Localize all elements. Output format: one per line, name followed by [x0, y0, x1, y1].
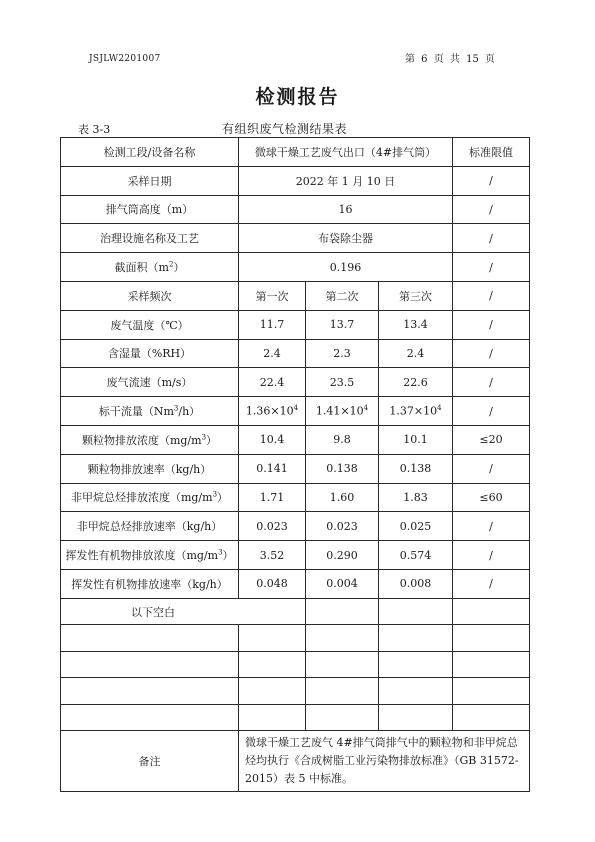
label-after: ） [206, 433, 218, 447]
emission-row [61, 454, 530, 483]
row-limit: ≤20 [453, 425, 530, 454]
value-text: 1.36×10 [245, 404, 294, 418]
value-3: 0.138 [379, 454, 453, 483]
row-label [61, 512, 239, 541]
frequency-row [61, 281, 530, 310]
value-2: 0.138 [306, 454, 379, 483]
row-limit: / [453, 166, 530, 195]
data-row [61, 339, 530, 368]
row-limit: / [453, 454, 530, 483]
value-sup: 4 [437, 404, 442, 413]
row-label [61, 569, 239, 598]
empty-cell [61, 651, 239, 678]
header-limit: 标准限值 [453, 138, 530, 167]
row-label [61, 425, 239, 454]
row-limit: / [453, 253, 530, 282]
row-label: 排气筒高度（m） [61, 195, 239, 224]
value-3: 0.008 [379, 569, 453, 598]
value-2: 0.023 [306, 512, 379, 541]
remark-label: 备注 [61, 731, 239, 792]
blank-marker: 以下空白 [61, 598, 306, 625]
row-limit: / [453, 368, 530, 397]
remark-text: 微球干燥工艺废气 4#排气筒排气中的颗粒物和非甲烷总烃均执行《合成树脂工业污染物排放标准》（GB 31572-2015）表 5 中标准。 [239, 731, 530, 792]
row-value: 2022 年 1 月 10 日 [239, 166, 453, 195]
data-row [61, 368, 530, 397]
row-label: 治理设施名称及工艺 [61, 224, 239, 253]
emission-row [61, 512, 530, 541]
info-row [61, 253, 530, 282]
label-sup: 3 [201, 433, 207, 442]
value-sup: 4 [363, 404, 369, 413]
label-sup: 2 [168, 260, 174, 269]
value-2: 0.004 [306, 569, 379, 598]
value-1: 3.52 [239, 541, 306, 570]
row-value: 16 [239, 195, 453, 224]
label-text: 颗粒物排放浓度（mg/m [81, 433, 202, 447]
empty-cell [306, 678, 379, 705]
value-3 [379, 397, 453, 426]
label-text: 颗粒物排放速率（kg/h） [87, 462, 212, 476]
value-3: 0.025 [379, 512, 453, 541]
row-limit: / [453, 281, 530, 310]
label-after: ） [217, 491, 229, 505]
value-3: 2.4 [379, 339, 453, 368]
data-row [61, 310, 530, 339]
value-3: 1.83 [379, 483, 453, 512]
value-text: 1.37×10 [389, 404, 438, 418]
empty-cell [379, 651, 453, 678]
row-label: 废气流速（m/s） [61, 368, 239, 397]
table-title: 有组织废气检测结果表 [222, 122, 348, 136]
row-limit: / [453, 541, 530, 570]
label-after: ） [173, 261, 185, 275]
label-text: 非甲烷总烃排放浓度（mg/m [70, 491, 213, 505]
row-limit: / [453, 310, 530, 339]
empty-cell [61, 678, 239, 705]
info-row [61, 166, 530, 195]
value-2 [306, 397, 379, 426]
emission-row [61, 483, 530, 512]
emission-row [61, 569, 530, 598]
row-limit: / [453, 195, 530, 224]
empty-cell [453, 678, 530, 705]
value-2: 2.3 [306, 339, 379, 368]
label-sup: 3 [173, 404, 179, 413]
empty-cell [61, 625, 239, 652]
row-label: 废气温度（℃） [61, 310, 239, 339]
row-label [61, 541, 239, 570]
empty-row [61, 651, 530, 678]
empty-cell [306, 625, 379, 652]
empty-row [61, 625, 530, 652]
empty-cell [61, 704, 239, 731]
row-label [61, 483, 239, 512]
emission-row [61, 541, 530, 570]
value-3: 22.6 [379, 368, 453, 397]
row-limit: / [453, 224, 530, 253]
value-text: 1.41×10 [315, 404, 364, 418]
header-row [61, 138, 530, 167]
empty-cell [239, 704, 306, 731]
empty-row [61, 704, 530, 731]
value-1: 0.141 [239, 454, 306, 483]
row-limit: / [453, 512, 530, 541]
value-1: 11.7 [239, 310, 306, 339]
label-text: 挥发性有机物排放浓度（mg/m [65, 549, 219, 563]
value-2: 23.5 [306, 368, 379, 397]
value-sup: 4 [293, 404, 299, 413]
page-number: 第 6 页 共 15 页 [405, 54, 495, 65]
row-value: 0.196 [239, 253, 453, 282]
info-row [61, 195, 530, 224]
header-label: 检测工段/设备名称 [61, 138, 239, 167]
report-title: 检测报告 [255, 86, 340, 108]
freq-2: 第二次 [306, 281, 379, 310]
header-value: 微球干燥工艺废气出口（4#排气筒） [239, 138, 453, 167]
value-2: 1.60 [306, 483, 379, 512]
empty-cell [453, 598, 530, 625]
label-text: 标干流量（Nm [98, 405, 174, 419]
label-after: /h） [178, 405, 201, 419]
value-1: 1.71 [239, 483, 306, 512]
empty-cell [239, 651, 306, 678]
row-label: 采样日期 [61, 166, 239, 195]
row-limit: / [453, 397, 530, 426]
info-row [61, 224, 530, 253]
emission-row [61, 425, 530, 454]
empty-cell [453, 625, 530, 652]
empty-row [61, 678, 530, 705]
label-text: 非甲烷总烃排放速率（kg/h） [76, 520, 223, 534]
empty-cell [306, 598, 379, 625]
value-1: 22.4 [239, 368, 306, 397]
value-2: 0.290 [306, 541, 379, 570]
label-text: 截面积（m [114, 261, 169, 275]
doc-code: JSJLW2201007 [89, 54, 161, 64]
row-limit: / [453, 569, 530, 598]
row-label: 含湿量（%RH） [61, 339, 239, 368]
remark-row [61, 731, 530, 792]
empty-cell [453, 651, 530, 678]
flow-row [61, 397, 530, 426]
row-label [61, 253, 239, 282]
row-value: 布袋除尘器 [239, 224, 453, 253]
empty-cell [239, 625, 306, 652]
value-1: 0.048 [239, 569, 306, 598]
value-1: 2.4 [239, 339, 306, 368]
row-label [61, 454, 239, 483]
label-after: ） [222, 549, 234, 563]
row-limit: ≤60 [453, 483, 530, 512]
value-1 [239, 397, 306, 426]
freq-1: 第一次 [239, 281, 306, 310]
row-limit: / [453, 339, 530, 368]
label-sup: 3 [212, 490, 218, 499]
value-3: 0.574 [379, 541, 453, 570]
label-sup: 3 [218, 548, 223, 557]
empty-cell [453, 704, 530, 731]
row-label: 采样频次 [61, 281, 239, 310]
blank-marker-row [61, 598, 530, 625]
empty-cell [239, 678, 306, 705]
empty-cell [379, 598, 453, 625]
empty-cell [379, 678, 453, 705]
label-text: 挥发性有机物排放速率（kg/h） [71, 577, 228, 591]
freq-3: 第三次 [379, 281, 453, 310]
empty-cell [379, 625, 453, 652]
empty-cell [379, 704, 453, 731]
value-1: 0.023 [239, 512, 306, 541]
value-3: 10.1 [379, 425, 453, 454]
row-label [61, 397, 239, 426]
results-table [60, 137, 530, 792]
value-2: 9.8 [306, 425, 379, 454]
table-number: 表 3-3 [78, 123, 111, 136]
value-3: 13.4 [379, 310, 453, 339]
empty-cell [306, 651, 379, 678]
value-1: 10.4 [239, 425, 306, 454]
value-2: 13.7 [306, 310, 379, 339]
empty-cell [306, 704, 379, 731]
